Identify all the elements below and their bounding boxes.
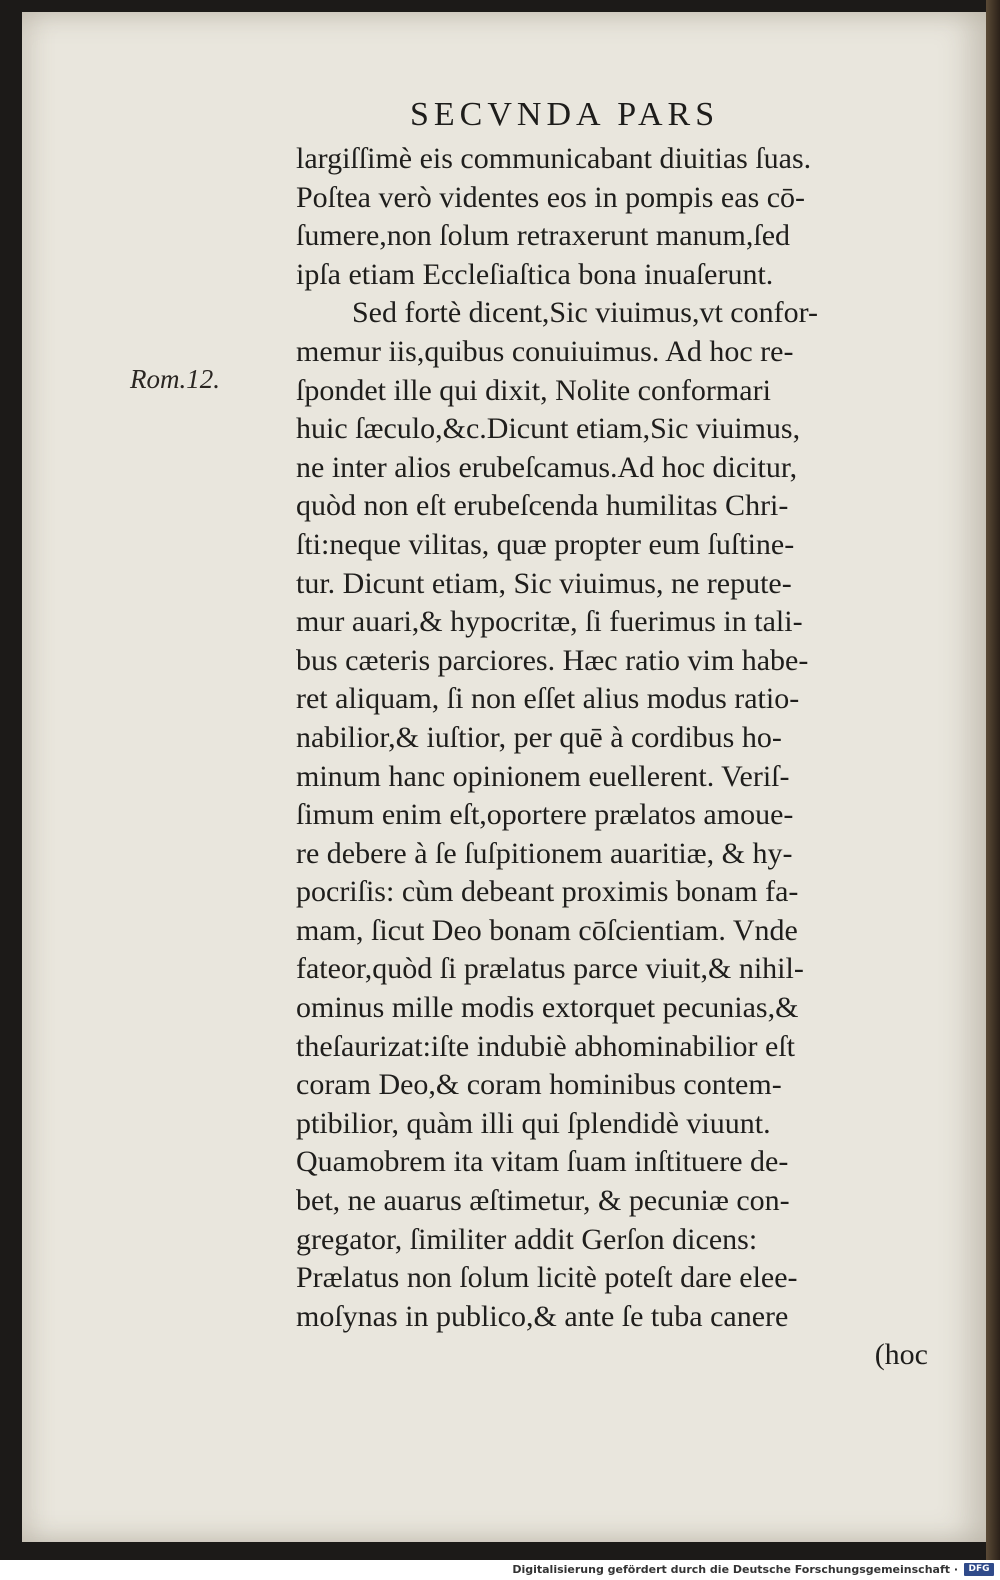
text-line: bet, ne auarus æſtimetur, & pecuniæ con- — [296, 1184, 790, 1218]
text-line: tur. Dicunt etiam, Sic viuimus, ne repute- — [296, 566, 792, 600]
text-line: pocriſis: cùm debeant proximis bonam fa- — [296, 875, 799, 909]
running-head: SECVNDA PARS — [410, 96, 720, 133]
margin-note: Rom.12. — [130, 364, 220, 394]
text-line: Sed fortè dicent,Sic viuimus,vt confor- — [352, 296, 818, 330]
text-line: moſynas in publico,& ante ſe tuba canere — [296, 1299, 789, 1333]
dfg-logo: DFG — [964, 1563, 994, 1576]
text-line: ſti:neque vilitas, quæ propter eum ſuſtine- — [296, 527, 795, 561]
text-line: largiſſimè eis communicabant diuitias ſuas. — [296, 142, 812, 175]
text-line: coram Deo,& coram hominibus contem- — [296, 1068, 782, 1102]
text-line: huic ſæculo,&c.Dicunt etiam,Sic viuimus, — [296, 412, 801, 446]
footer-bar — [0, 1560, 1000, 1580]
text-line: gregator, ſimiliter addit Gerſon dicens: — [296, 1222, 758, 1256]
text-line: re debere à ſe ſuſpitionem auaritiæ, & hy- — [296, 836, 793, 870]
catchword: (hoc — [874, 1338, 928, 1372]
text-line: minum hanc opinionem euellerent. Veriſ- — [296, 759, 790, 793]
text-line: Prælatus non ſolum licitè poteſt dare elee- — [296, 1261, 798, 1295]
text-line: ret aliquam, ſi non eſſet alius modus ratio- — [296, 682, 800, 716]
text-line: bus cæteris parciores. Hæc ratio vim habe- — [296, 643, 809, 677]
text-line: ſpondet ille qui dixit, Nolite conformari — [296, 373, 771, 407]
text-line: mam, ſicut Deo bonam cōſcientiam. Vnde — [296, 913, 798, 947]
text-line: ominus mille modis extorquet pecunias,& — [296, 991, 799, 1025]
text-line: Poſtea verò videntes eos in pompis eas cō- — [296, 180, 806, 214]
text-line: fateor,quòd ſi prælatus parce viuit,& nihil- — [296, 952, 804, 986]
text-line: mur auari,& hypocritæ, ſi fuerimus in tali- — [296, 605, 803, 639]
text-line: Quamobrem ita vitam ſuam inſtituere de- — [296, 1145, 789, 1179]
text-line: nabilior,& iuſtior, per quē à cordibus ho- — [296, 720, 782, 754]
text-line: theſaurizat:iſte indubiè abhominabilior eſt — [296, 1029, 796, 1063]
book-edge — [986, 0, 1000, 1560]
funding-note: Digitalisierung gefördert durch die Deutsche Forschungsgemeinschaft · — [512, 1563, 958, 1576]
text-line: ptibilior, quàm illi qui ſplendidè viuunt. — [296, 1106, 771, 1140]
text-line: quòd non eſt erubeſcenda humilitas Chri- — [296, 489, 789, 523]
text-line: ipſa etiam Eccleſiaſtica bona inuaſerunt. — [296, 257, 774, 291]
text-line: memur iis,quibus conuiuimus. Ad hoc re- — [296, 334, 794, 368]
text-line: ne inter alios erubeſcamus.Ad hoc dicitur, — [296, 450, 798, 484]
text-line: ſumere,non ſolum retraxerunt manum,ſed — [296, 219, 791, 253]
body-text — [296, 140, 936, 1375]
text-line: ſimum enim eſt,oportere prælatos amoue- — [296, 798, 794, 832]
